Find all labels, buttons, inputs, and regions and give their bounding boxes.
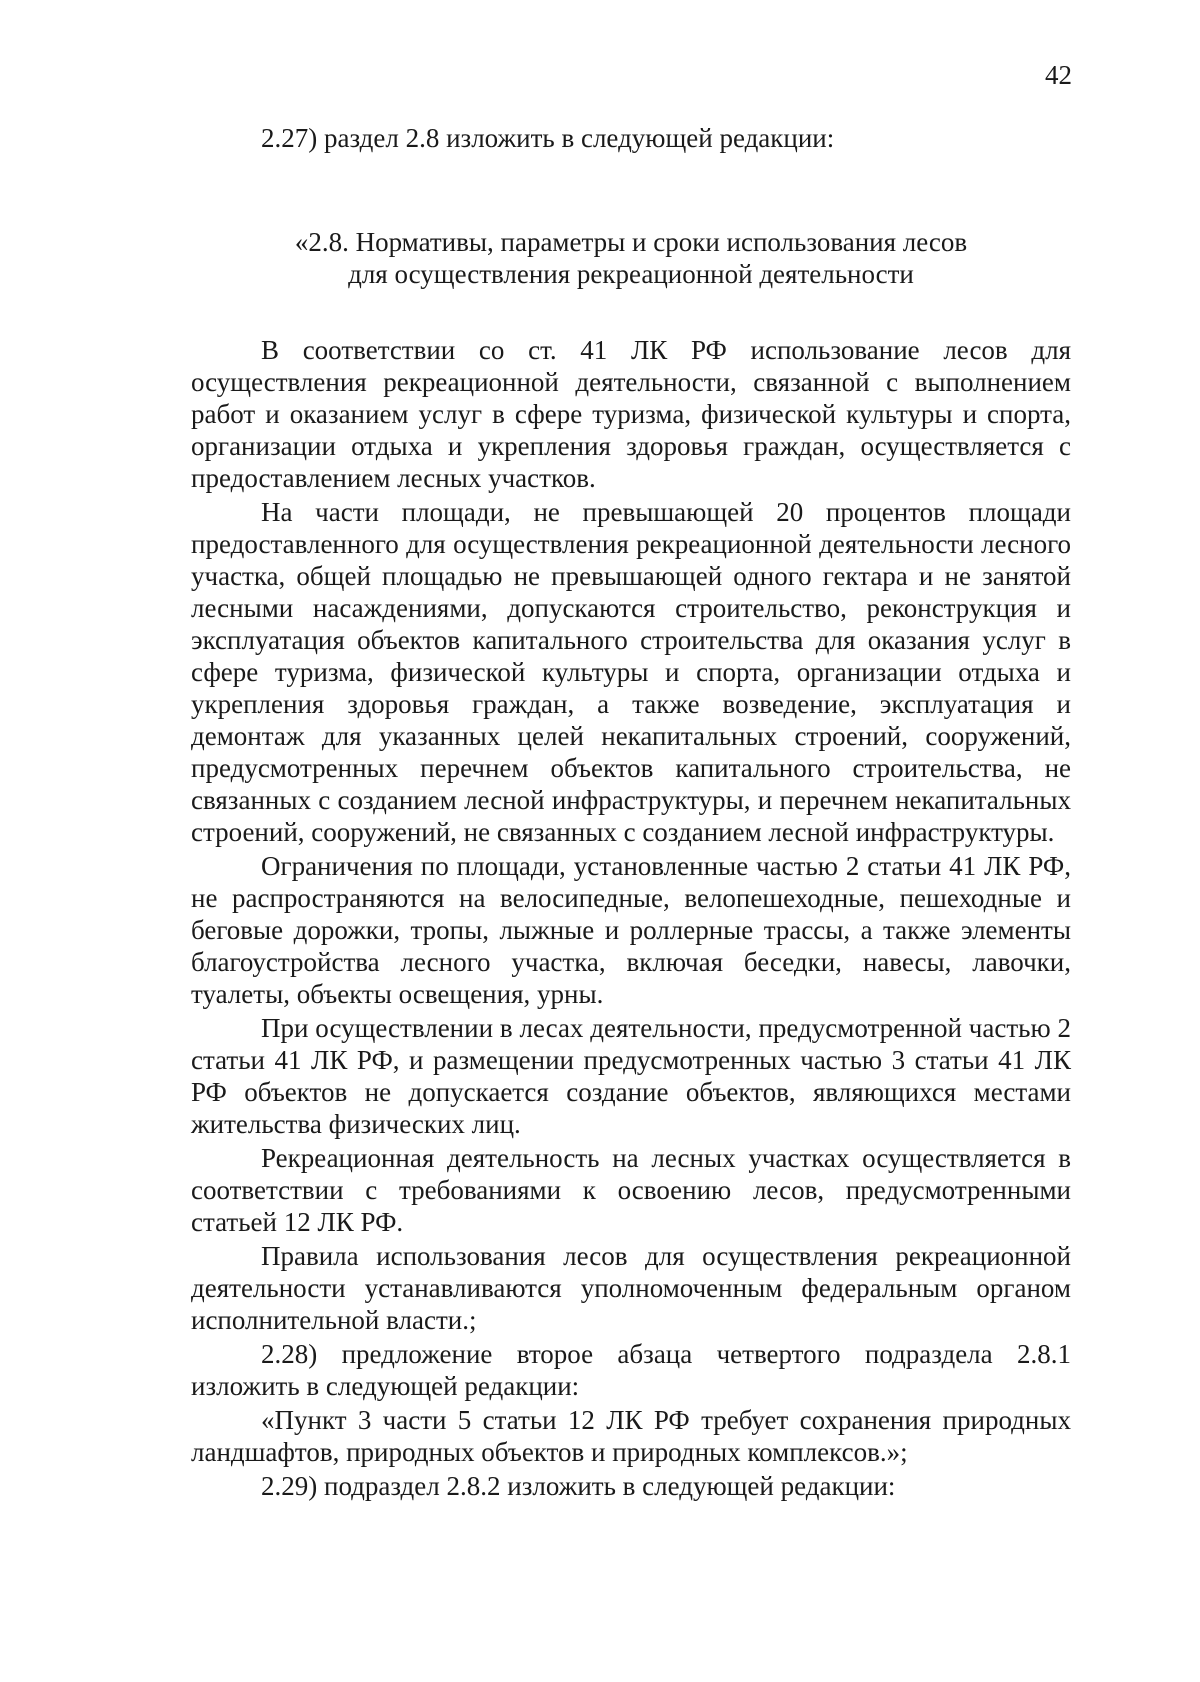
amendment-2-28-quote: «Пункт 3 части 5 статьи 12 ЛК РФ требует сохранения природных ландшафтов, природных объектов и природных комплексов.»; [191,1405,1071,1467]
section-title-line-2: для осуществления рекреационной деятельности [348,259,914,289]
paragraph-residence-prohibition: При осуществлении в лесах деятельности, предусмотренной частью 2 статьи 41 ЛК РФ, и размещении предусмотренных частью 3 статьи 41 ЛК РФ объектов не допускается создание объектов, являющихся местами жительства физических лиц. [191,1013,1071,1139]
paragraph-rules: Правила использования лесов для осуществления рекреационной деятельности устанавливаются уполномоченным федеральным органом исполнительной власти.; [191,1241,1071,1335]
section-title [191,226,1071,290]
paragraph-requirements: Рекреационная деятельность на лесных участках осуществляется в соответствии с требованиями к освоению лесов, предусмотренными статьей 12 ЛК РФ. [191,1143,1071,1237]
paragraph-area-limit: На части площади, не превышающей 20 процентов площади предоставленного для осуществления рекреационной деятельности лесного участка, общей площадью не превышающей одного гектара и не занятой лесными насаждениями, допускаются строительство, реконструкция и эксплуатация объектов капитального строительства для оказания услуг в сфере туризма, физической культуры и спорта, организации отдыха и укрепления здоровья граждан, а также возведение, эксплуатация и демонтаж для указанных целей некапитальных строений, сооружений, предусмотренных перечнем объектов капитального строительства, не связанных с созданием лесной инфраструктуры, и перечнем некапитальных строений, сооружений, не связанных с созданием лесной инфраструктуры. [191,497,1071,847]
amendment-2-28: 2.28) предложение второе абзаца четвертого подраздела 2.8.1 изложить в следующей редакции: [191,1339,1071,1401]
section-title-line-1: «2.8. Нормативы, параметры и сроки использования лесов [294,227,968,257]
paragraph-article-41: В соответствии со ст. 41 ЛК РФ использование лесов для осуществления рекреационной деятельности, связанной с выполнением работ и оказанием услуг в сфере туризма, физической культуры и спорта, организации отдыха и укрепления здоровья граждан, осуществляется с предоставлением лесных участков. [191,335,1071,493]
amendment-2-29: 2.29) подраздел 2.8.2 изложить в следующей редакции: [261,1471,896,1501]
document-body [191,122,1071,1502]
paragraph-area-restrictions: Ограничения по площади, установленные частью 2 статьи 41 ЛК РФ, не распространяются на велосипедные, велопешеходные, пешеходные и беговые дорожки, тропы, лыжные и роллерные трассы, а также элементы благоустройства лесного участка, включая беседки, навесы, лавочки, туалеты, объекты освещения, урны. [191,851,1071,1009]
amendment-2-27: 2.27) раздел 2.8 изложить в следующей редакции: [261,123,835,153]
page-number: 42 [1045,60,1072,90]
